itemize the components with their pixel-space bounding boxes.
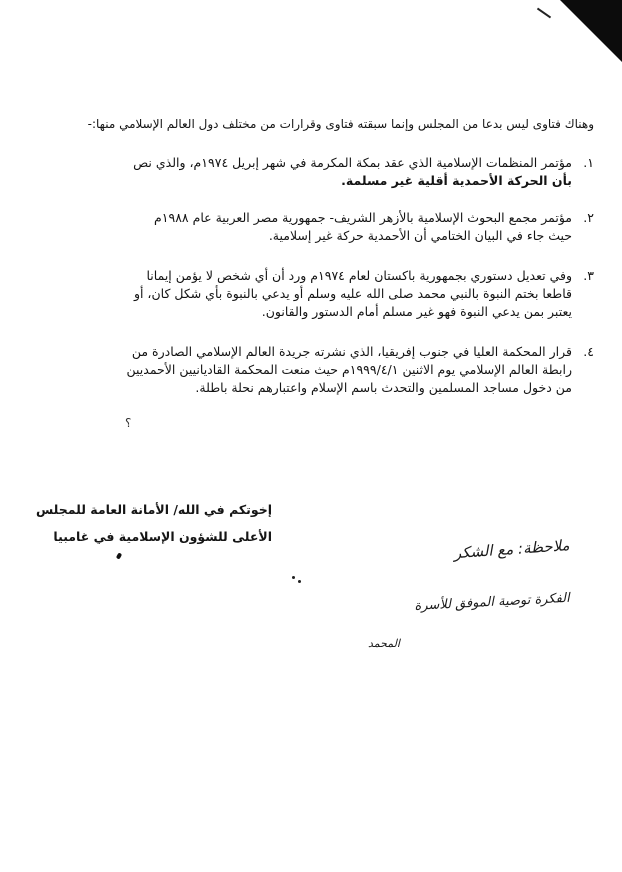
item-line: حيث جاء في البيان الختامي أن الأحمدية حركة غير إسلامية. (268, 228, 572, 243)
intro-paragraph: وهناك فتاوى ليس بدعا من المجلس وإنما سبقته فتاوى وقرارات من مختلف دول العالم الإسلامي منها:- (87, 117, 594, 131)
handwritten-note (270, 525, 600, 675)
item-line: وفي تعديل دستوري بجمهورية باكستان لعام ١٩٧٤م ورد أن أي شخص لا يؤمن إيمانا (146, 268, 572, 283)
closing-line: إخوتكم في الله/ الأمانة العامة للمجلس (35, 502, 272, 517)
ink-dot (116, 552, 122, 559)
scan-mark (537, 8, 551, 19)
closing-line: الأعلى للشؤون الإسلامية في غامبيا (53, 529, 272, 544)
item-line: يعتبر بمن يدعي النبوة فهو غير مسلم أمام الدستور والقانون. (261, 304, 572, 319)
item-line: مؤتمر مجمع البحوث الإسلامية بالأزهر الشريف- جمهورية مصر العربية عام ١٩٨٨م (154, 210, 572, 225)
stray-mark: ؟ (125, 416, 132, 430)
item-line: قرار المحكمة العليا في جنوب إفريقيا، الذي نشرته جريدة العالم الإسلامي الصادرة من (131, 344, 572, 359)
item-number: ٢. (583, 210, 594, 225)
item-line: من دخول مساجد المسلمين والتحدث باسم الإسلام واعتبارهم نحلة باطلة. (195, 380, 572, 395)
item-line: رابطة العالم الإسلامي يوم الاثنين ١٩٩٩/٤/١م حيث منعت المحكمة القاديانيين الأحمديين (126, 362, 572, 377)
handwritten-line: ملاحظة: مع الشكر (453, 536, 571, 563)
folded-corner (560, 0, 622, 62)
handwritten-line: الفكرة توصية الموفق للأسرة (414, 590, 571, 614)
item-number: ٣. (583, 268, 594, 283)
item-number: ٤. (583, 344, 594, 359)
item-line: قاطعا بختم النبوة بالنبي محمد صلى الله عليه وسلم أو يدعي بالنبوة بأي شكل كان، أو (133, 286, 572, 301)
handwritten-line: المحمد (367, 637, 400, 650)
item-line: مؤتمر المنظمات الإسلامية الذي عقد بمكة المكرمة في شهر إبريل ١٩٧٤م، والذي نص (133, 155, 572, 170)
item-line: بأن الحركة الأحمدية أقلية غير مسلمة. (341, 173, 572, 188)
item-number: ١. (583, 155, 594, 170)
